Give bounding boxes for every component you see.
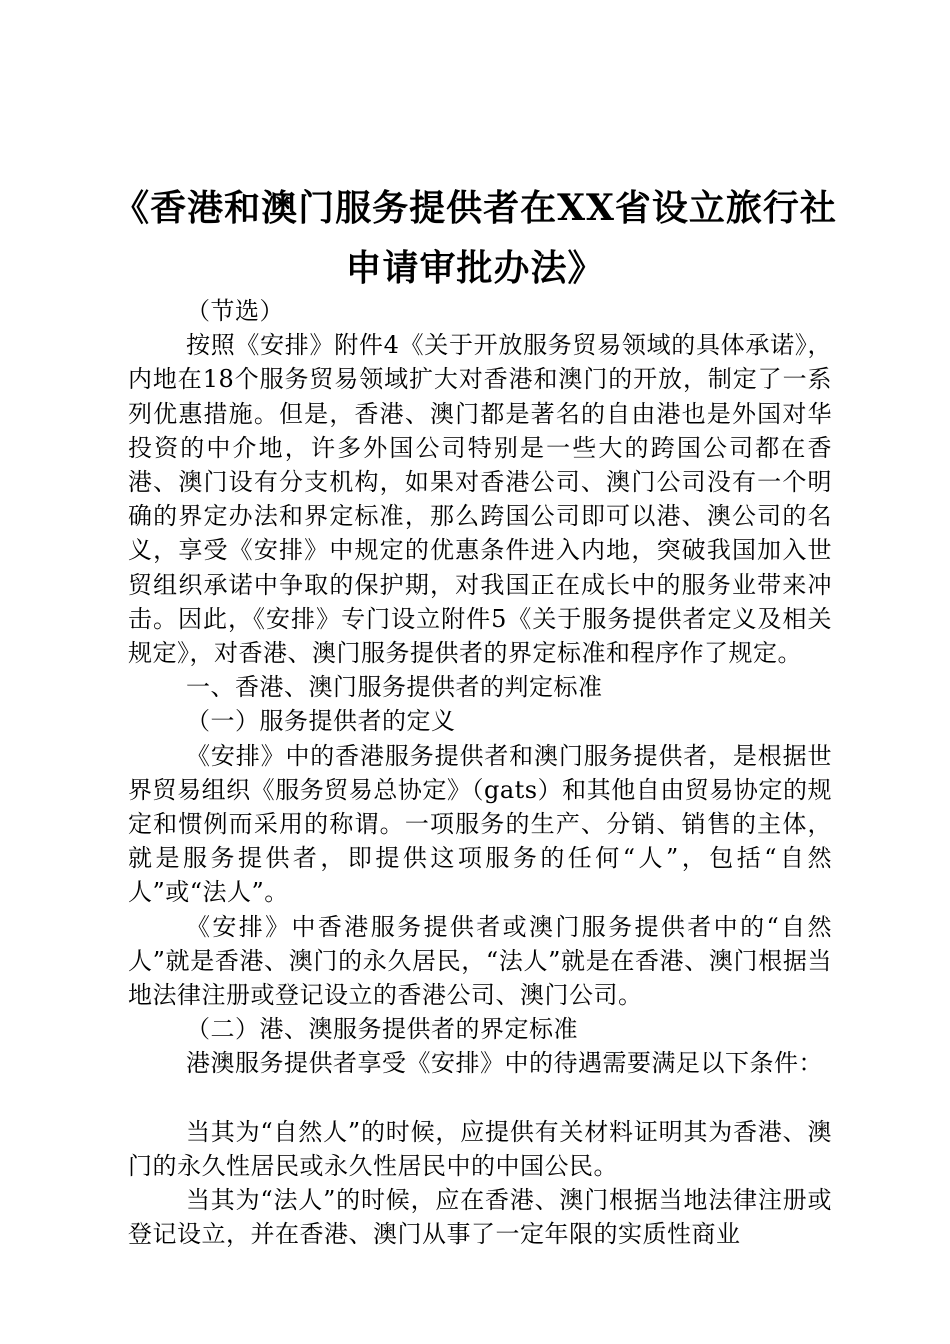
section-heading-1: 一、香港、澳门服务提供者的判定标准 [186, 673, 603, 702]
paragraph-natural-legal-person: 《安排》中香港服务提供者或澳门服务提供者中的“自然人”就是香港、澳门的永久居民，“法人”就是在香港、澳门根据当地法律注册或登记设立的香港公司、澳门公司。 [128, 912, 832, 1010]
paragraph-definition: 《安排》中的香港服务提供者和澳门服务提供者，是根据世界贸易组织《服务贸易总协定》（gats）和其他自由贸易协定的规定和惯例而采用的称谓。一项服务的生产、分销、销售的主体，就是服务提供者，即提供这项服务的任何“人”，包括“自然人”或“法人”。 [128, 741, 832, 907]
paragraph-natural-person-condition: 当其为“自然人”的时候，应提供有关材料证明其为香港、澳门的永久性居民或永久性居民中的中国公民。 [128, 1117, 832, 1180]
subsection-heading-2: （二）港、澳服务提供者的界定标准 [186, 1015, 578, 1044]
paragraph-conditions: 港澳服务提供者享受《安排》中的待遇需要满足以下条件： [186, 1049, 823, 1078]
document-body [128, 294, 832, 1251]
subsection-heading-1: （一）服务提供者的定义 [186, 707, 456, 736]
paragraph-intro: 按照《安排》附件4《关于开放服务贸易领域的具体承诺》，内地在18个服务贸易领域扩大对香港和澳门的开放，制定了一系列优惠措施。但是，香港、澳门都是著名的自由港也是外国对华投资的中介地，许多外国公司特别是一些大的跨国公司都在香港、澳门设有分支机构，如果对香港公司、澳门公司没有一个明确的界定办法和界定标准，那么跨国公司即可以港、澳公司的名义，享受《安排》中规定的优惠条件进入内地，突破我国加入世贸组织承诺中争取的保护期，对我国正在成长中的服务业带来冲击。因此，《安排》专门设立附件5《关于服务提供者定义及相关规定》，对香港、澳门服务提供者的界定标准和程序作了规定。 [128, 331, 832, 668]
document-title-line-2: 申请审批办法》 [345, 247, 605, 289]
excerpt-note: （节选） [186, 297, 284, 325]
document-title-line-1: 《香港和澳门服务提供者在XX省设立旅行社 [113, 187, 837, 229]
paragraph-legal-person-condition: 当其为“法人”的时候，应在香港、澳门根据当地法律注册或登记设立，并在香港、澳门从事了一定年限的实质性商业 [128, 1186, 832, 1249]
